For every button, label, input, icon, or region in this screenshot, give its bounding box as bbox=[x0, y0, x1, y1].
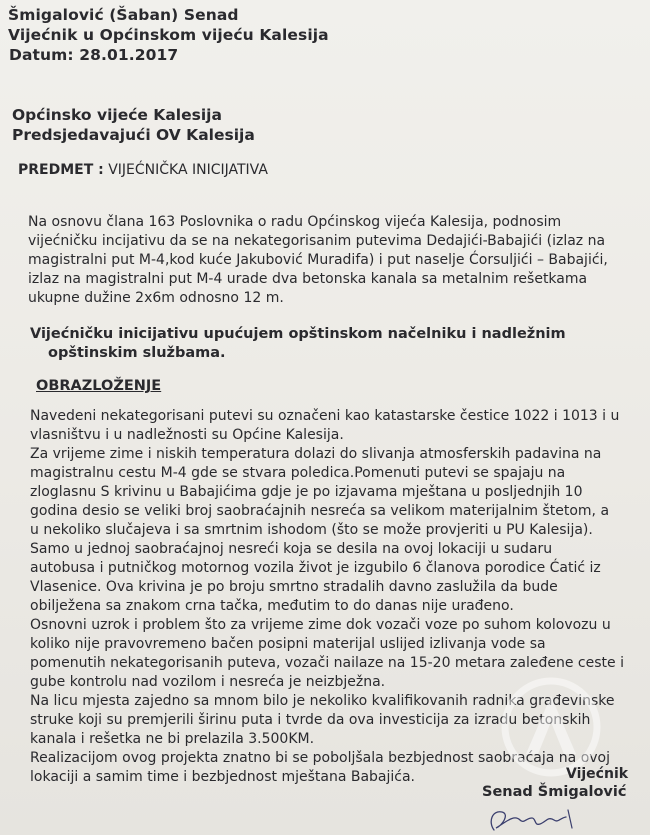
handwritten-signature bbox=[480, 800, 590, 835]
subject-line bbox=[18, 162, 268, 178]
referral-line: opštinskim službama. bbox=[48, 345, 226, 361]
explanation-line: Samo u jednoj saobraćajnoj nesreći koja se desila na ovoj lokaciji u sudaru bbox=[30, 541, 553, 557]
explanation-line: gube kontrolu nad vozilom i nesreća je neizbježna. bbox=[30, 674, 386, 690]
subject-label: PREDMET : bbox=[18, 162, 104, 178]
explanation-heading: OBRAZLOŽENJE bbox=[36, 378, 162, 394]
signature-title: Vijećnik bbox=[566, 766, 629, 782]
explanation-line: Na licu mjesta zajedno sa mnom bilo je nekoliko kvalifikovanih radnika građevinske bbox=[30, 693, 615, 709]
explanation-line: struke koji su premjerili širinu puta i tvrde da ova investicija za izradu betonskih bbox=[30, 712, 591, 728]
subject-text: VIJEĆNIČKA INICIJATIVA bbox=[108, 162, 268, 178]
intro-line: Na osnovu člana 163 Poslovnika o radu Općinskog vijeća Kalesija, podnosim bbox=[28, 214, 562, 230]
intro-line: vijećničku incijativu da se na nekategorisanim putevima Dedajići-Babajići (izlaz na bbox=[28, 233, 606, 249]
intro-line: magistralni put M-4,kod kuće Jakubović Muradifa) i put naselje Ćorsuljići – Babajići, bbox=[28, 252, 608, 268]
recipient-line-1: Općinsko vijeće Kalesija bbox=[12, 106, 222, 124]
explanation-line: Za vrijeme zime i niskih temperatura dolazi do slivanja atmosferskih padavina na bbox=[30, 446, 602, 462]
intro-line: ukupne dužine 2x6m odnosno 12 m. bbox=[28, 290, 284, 306]
referral-line: Vijećničku inicijativu upućujem opštinskom načelniku i nadležnim bbox=[30, 326, 566, 342]
explanation-line: Navedeni nekategorisani putevi su označeni kao katastarske čestice 1022 i 1013 i u bbox=[30, 408, 620, 424]
explanation-line: lokaciji a samim time i bezbjednost mještana Babajića. bbox=[30, 769, 416, 785]
explanation-line: Vlasenice. Ova krivina je po broju smrtno stradalih davno zaslužila da bude bbox=[30, 579, 558, 595]
explanation-line: magistralnu cestu M-4 gde se stvara poledica.Pomenuti putevi se spajaju na bbox=[30, 465, 566, 481]
recipient-line-2: Predsjedavajući OV Kalesija bbox=[12, 126, 255, 144]
signature-name: Senad Šmigalović bbox=[482, 784, 627, 800]
explanation-line: Osnovni uzrok i problem što za vrijeme zime dok vozači voze po suhom kolovozu u bbox=[30, 617, 611, 633]
sender-name: Šmigalović (Šaban) Senad bbox=[8, 6, 239, 24]
explanation-line: kanala i rešetka ne bi prelazila 3.500KM. bbox=[30, 731, 315, 747]
document-date: Datum: 28.01.2017 bbox=[9, 46, 179, 64]
explanation-line: godina desio se veliki broj saobraćajnih nesreća sa velikom materijalnim štetom, a bbox=[30, 503, 610, 519]
explanation-line: Realizacijom ovog projekta znatno bi se poboljšala bezbjednost saobraćaja na ovoj bbox=[30, 750, 611, 766]
intro-line: izlaz na magistralni put M-4 urade dva betonska kanala sa metalnim rešetkama bbox=[28, 271, 588, 287]
explanation-line: pomenutih nekategorisanih puteva, vozači nailaze na 15-20 metara zaleđene ceste i bbox=[30, 655, 624, 671]
explanation-line: u nekoliko slučajeva i sa smrtnim ishodom (što se može provjeriti u PU Kalesija). bbox=[30, 522, 593, 538]
explanation-line: koliko nije pravovremeno bačen posipni materijal uslijed izlivanja vode sa bbox=[30, 636, 546, 652]
sender-role: Vijećnik u Općinskom vijeću Kalesija bbox=[8, 26, 329, 44]
explanation-line: zloglasnu S krivinu u Babajićima gdje je po izjavama mještana u posljednjih 10 bbox=[30, 484, 583, 500]
explanation-line: vlasništvu i u nadležnosti su Općine Kalesija. bbox=[30, 427, 344, 443]
explanation-line: autobusa i putničkog motornog vozila život je izgubilo 6 članova porodice Ćatić iz bbox=[30, 560, 601, 576]
explanation-line: obilježena sa znakom crna tačka, međutim to do danas nije urađeno. bbox=[30, 598, 514, 614]
